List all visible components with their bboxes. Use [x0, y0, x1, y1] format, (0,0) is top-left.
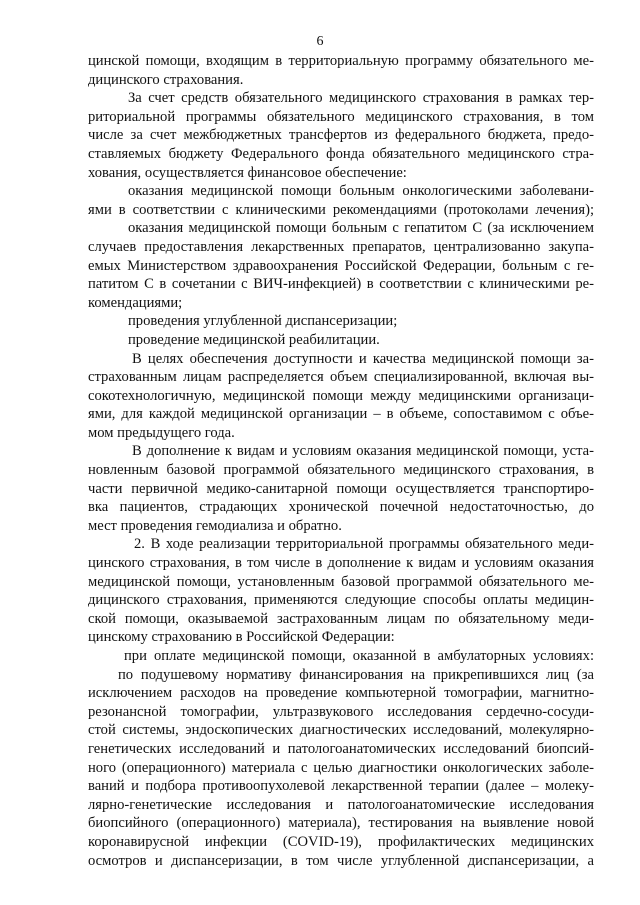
text-line: ставляемых бюджету Федерального фонда обязательного медицинского стра-: [88, 145, 594, 162]
text-line: емых Министерством здравоохранения Российской Федерации, больным с ге-: [88, 257, 594, 274]
text-line: оказания медицинской помощи больным онкологическими заболевани-: [128, 183, 594, 200]
text-line: биопсийного (операционного) материала), тестирования на выявление новой: [88, 815, 594, 832]
text-line: проведения углубленной диспансеризации;: [128, 313, 398, 330]
text-line: риториальной программы обязательного медицинского страхования, в том: [88, 108, 594, 125]
text-line: В целях обеспечения доступности и качества медицинской помощи за-: [132, 350, 594, 367]
text-line: ской помощи, оказываемой застрахованным лицам по обязательному меди-: [88, 610, 594, 627]
text-line: сокотехнологичную, медицинской помощи между медицинскими организаци-: [88, 387, 594, 404]
text-line: числе за счет межбюджетных трансфертов из федерального бюджета, предо-: [88, 127, 594, 144]
text-line: осмотров и диспансеризации, в том числе углубленной диспансеризации, а: [88, 852, 594, 869]
text-line: комендациями;: [88, 294, 183, 311]
text-line: новленным базовой программой обязательного медицинского страхования, в: [88, 462, 594, 479]
text-line: мом предыдущего года.: [88, 424, 235, 441]
text-line: по подушевому нормативу финансирования на прикрепившихся лиц (за: [118, 666, 594, 683]
text-line: части первичной медико-санитарной помощи осуществляется транспортиро-: [88, 480, 594, 497]
text-line: оказания медицинской помощи больным с гепатитом С (за исключением: [128, 220, 594, 237]
text-line: цинскому страхованию в Российской Федерации:: [88, 629, 395, 646]
text-line: исключением расходов на проведение компьютерной томографии, магнитно-: [88, 685, 594, 702]
text-line: коронавирусной инфекции (COVID-19), профилактических медицинских: [88, 833, 594, 850]
body-text: [88, 52, 594, 870]
text-line: 2. В ходе реализации территориальной программы обязательного меди-: [134, 536, 594, 553]
text-line: дицинского страхования, применяются следующие способы оплаты медицин-: [88, 592, 594, 609]
page-number: 6: [316, 34, 324, 49]
text-line: хования, осуществляется финансовое обеспечение:: [88, 164, 407, 181]
text-line: цинской помощи, входящим в территориальную программу обязательного ме-: [88, 53, 594, 69]
text-line: резонансной томографии, ультразвукового исследования сердечно-сосуди-: [88, 703, 594, 720]
text-line: проведение медицинской реабилитации.: [128, 331, 380, 348]
text-line: В дополнение к видам и условиям оказания медицинской помощи, уста-: [132, 443, 594, 460]
text-line: ями в соответствии с клиническими рекомендациями (протоколами лечения);: [88, 201, 594, 218]
text-line: вка пациентов, страдающих хронической почечной недостаточностью, до: [88, 499, 594, 516]
text-line: мест проведения гемодиализа и обратно.: [88, 517, 342, 534]
text-line: ваний и подбора противоопухолевой лекарственной терапии (далее – молеку-: [88, 778, 594, 795]
text-line: ного (операционного) материала с целью диагностики онкологических заболе-: [88, 759, 594, 776]
text-line: при оплате медицинской помощи, оказанной в амбулаторных условиях:: [124, 648, 594, 664]
text-line: цинского страхования, в том числе в дополнение к видам и условиям оказания: [88, 555, 594, 572]
text-line: дицинского страхования.: [88, 71, 244, 88]
text-line: лярно-генетические исследования и патологоанатомические исследования: [88, 796, 594, 813]
text-line: патитом С в сочетании с ВИЧ-инфекцией) в соответствии с клиническими ре-: [88, 276, 594, 293]
text-line: медицинской помощи, установленным базовой программой обязательного ме-: [88, 573, 594, 590]
text-line: стой системы, эндоскопических диагностических исследований, молекулярно-: [88, 722, 594, 739]
text-line: генетических исследований и патологоанатомических исследований биопсий-: [88, 740, 594, 757]
text-line: случаев предоставления лекарственных препаратов, централизованно закупа-: [88, 238, 594, 255]
text-line: страхованным лицам распределяется объем специализированной, включая вы-: [88, 369, 594, 386]
text-line: За счет средств обязательного медицинского страхования в рамках тер-: [128, 90, 594, 107]
text-line: ями, для каждой медицинской организации – в объеме, сопоставимом с объе-: [88, 406, 594, 423]
